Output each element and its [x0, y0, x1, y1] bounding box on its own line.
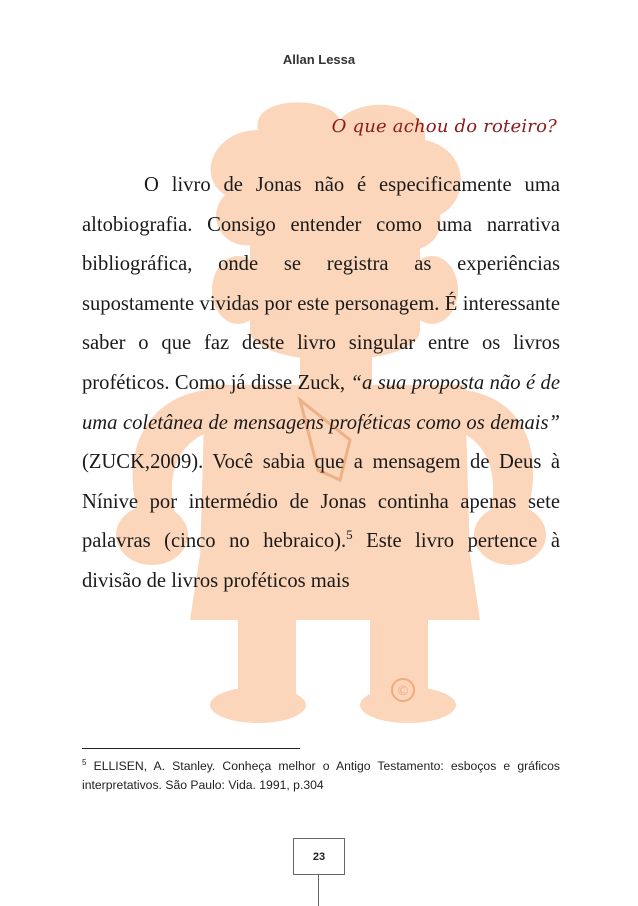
footnote-text: ELLISEN, A. Stanley. Conheça melhor o Antigo Testamento: esboços e gráficos interpretativos. São Paulo: Vida. 1991, p.304: [82, 759, 560, 792]
footnote-separator: [82, 748, 300, 749]
body-text-part-1: O livro de Jonas não é especificamente uma altobiografia. Consigo entender como uma narrativa bibliográfica, onde se registra as experiências supostamente vividas por este personagem. É interessante saber o que faz deste livro singular entre os livros proféticos. Como já disse Zuck,: [82, 174, 560, 394]
page-number: 23: [293, 838, 345, 875]
footnote-number: 5: [82, 758, 87, 767]
page-number-stem: [318, 875, 319, 906]
footnote-reference[interactable]: 5: [346, 527, 353, 543]
section-title: O que achou do roteiro?: [331, 116, 557, 137]
footnote: [82, 757, 560, 795]
body-text-part-3: Este livro pertence à divisão de livros proféticos mais: [82, 530, 560, 592]
running-header: Allan Lessa: [282, 52, 356, 67]
copyright-symbol: ©: [396, 684, 410, 699]
quotation: “a sua proposta não é de uma coletânea de mensagens proféticas como os demais”: [82, 371, 560, 434]
body-text-part-2: (ZUCK,2009). Você sabia que a mensagem de Deus à Nínive por intermédio de Jonas continha apenas sete palavras (cinco no hebraico).: [82, 451, 560, 553]
body-paragraph: [82, 166, 560, 602]
